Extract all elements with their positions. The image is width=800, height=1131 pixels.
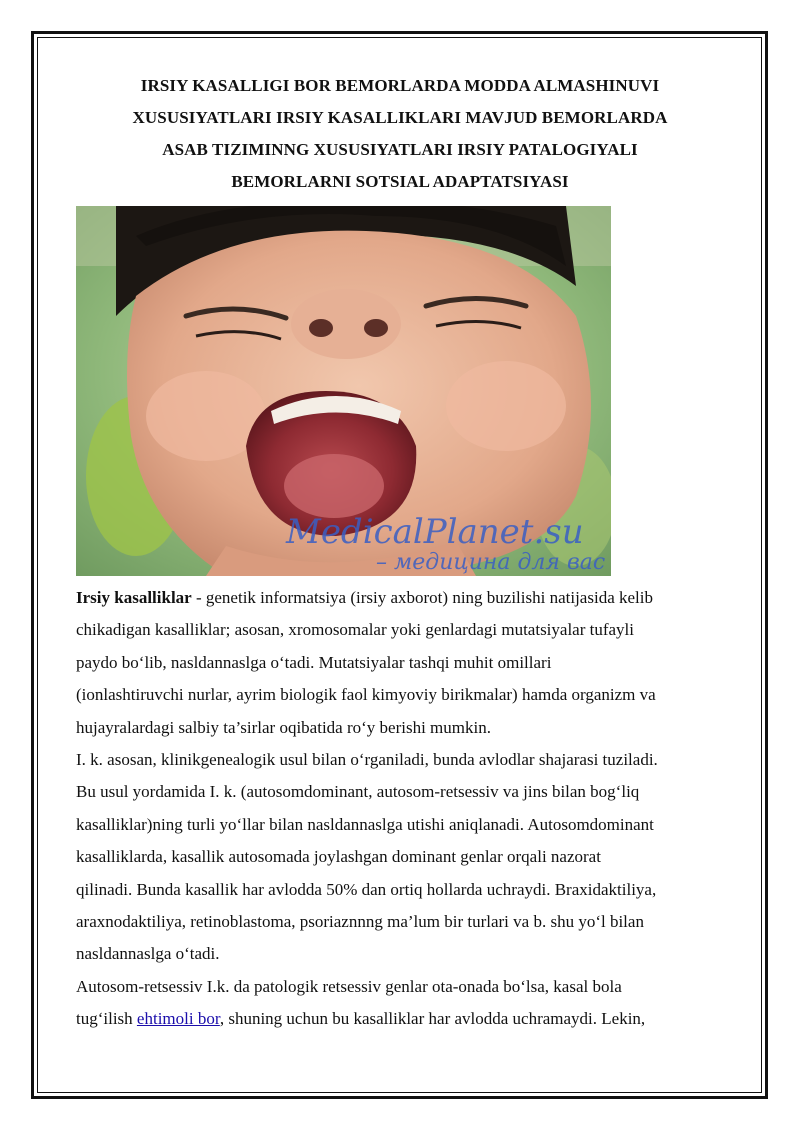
paragraph-2-line: Bu usul yordamida I. k. (autosomdominant, autosom-retsessiv va jins bilan bog‘liq	[76, 782, 640, 802]
paragraph-1-line: paydo bo‘lib, nasldannaslga o‘tadi. Mutatsiyalar tashqi muhit omillari	[76, 652, 552, 672]
paragraph-1-line: (ionlashtiruvchi nurlar, ayrim biologik faol kimyoviy birikmalar) hamda organizm va	[76, 685, 656, 705]
watermark-sub: – медицина для вас	[376, 550, 606, 575]
title-line: ASAB TIZIMINNG XUSUSIYATLARI IRSIY PATALOGIYALI	[162, 140, 638, 159]
title-line: XUSUSIYATLARI IRSIY KASALLIKLARI MAVJUD BEMORLARDA	[132, 108, 668, 127]
paragraph-2-line: I. k. asosan, klinikgenealogik usul bilan o‘rganiladi, bunda avlodlar shajarasi tuziladi.	[76, 750, 658, 770]
paragraph-2-line: nasldannaslga o‘tadi.	[76, 944, 220, 964]
paragraph-1-line: chikadigan kasalliklar; asosan, xromosomalar yoki genlardagi mutatsiyalar tufayli	[76, 620, 635, 640]
paragraph-2-line: kasalliklarda, kasallik autosomada joylashgan dominant genlar orqali nazorat	[76, 847, 601, 867]
title-line: IRSIY KASALLIGI BOR BEMORLARDA MODDA ALMASHINUVI	[140, 76, 660, 95]
paragraph-1-line: hujayralardagi salbiy ta’sirlar oqibatida ro‘y berishi mumkin.	[76, 717, 491, 737]
term-irsiy-kasalliklar: Irsiy kasalliklar	[76, 588, 192, 607]
paragraph-3-line	[76, 1003, 726, 1035]
article-body	[76, 582, 726, 1036]
paragraph-3-text: tug‘ilish	[76, 1009, 137, 1029]
paragraph-3-line: Autosom-retsessiv I.k. da patologik retsessiv genlar ota-onada bo‘lsa, kasal bola	[76, 976, 622, 996]
paragraph-1-line	[76, 582, 726, 614]
title-line: BEMORLARNI SOTSIAL ADAPTATSIYASI	[231, 172, 569, 191]
child-photo	[76, 206, 611, 576]
paragraph-1-text: - genetik informatsiya (irsiy axborot) ning buzilishi natijasida kelib	[191, 588, 653, 607]
document-title	[60, 70, 740, 198]
watermark-main: MedicalPlanet.su	[286, 512, 584, 552]
paragraph-3-text: , shuning uchun bu kasalliklar har avlodda uchramaydi. Lekin,	[219, 1009, 646, 1029]
paragraph-2-line: kasalliklar)ning turli yo‘llar bilan nasldannaslga utishi aniqlanadi. Autosomdominant	[76, 814, 654, 834]
paragraph-2-line: araxnodaktiliya, retinoblastoma, psoriaznnng ma’lum bir turlari va b. shu yo‘l bilan	[76, 912, 644, 932]
paragraph-2-line: qilinadi. Bunda kasallik har avlodda 50% dan ortiq hollarda uchraydi. Braxidaktiliya,	[76, 879, 657, 899]
ehtimoli-bor-link[interactable]: ehtimoli bor	[136, 1009, 220, 1029]
